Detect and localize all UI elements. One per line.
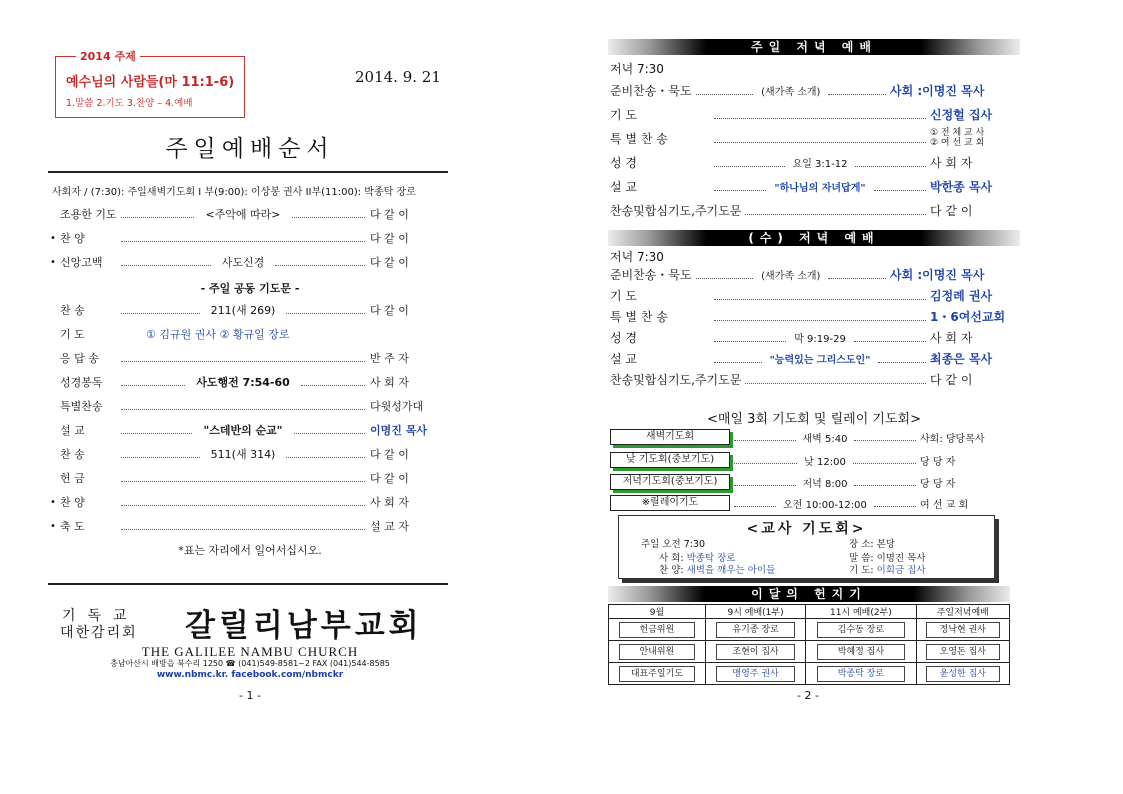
- order-person: 다 같 이: [370, 304, 409, 317]
- dotted-leader: [714, 166, 785, 167]
- order-row: [50, 350, 450, 366]
- service-row: [610, 200, 1020, 220]
- service-label: 특 별 찬 송: [610, 131, 668, 146]
- service-label: 성 경: [610, 330, 637, 345]
- teacher-prayer-box: [618, 515, 995, 579]
- church-website[interactable]: www.nbmc.kr. facebook.com/nbmckr: [156, 670, 344, 680]
- order-content: 511(새 314): [210, 448, 276, 461]
- prayer-person: 여 선 교 회: [920, 499, 969, 511]
- role-cell: 대표주일기도: [619, 666, 696, 682]
- service-person: 사 회 자: [930, 330, 973, 345]
- order-label: 찬 양: [60, 496, 85, 509]
- service-row: [610, 128, 1020, 148]
- service-label: 찬송및합심기도,주기도문: [610, 203, 742, 218]
- teacher-pray-label: 기 도:: [849, 565, 874, 576]
- order-label: 찬 송: [60, 448, 85, 461]
- duty-cell: 김수동 장로: [817, 622, 904, 638]
- dotted-leader: [292, 217, 365, 218]
- duty-cell: 오영돈 집사: [926, 644, 1000, 660]
- order-bullet: •: [50, 256, 56, 268]
- table-row: [609, 663, 1010, 685]
- prayer-person: 당 당 자: [920, 478, 956, 490]
- teacher-prayer-title: <교사 기도회>: [746, 521, 867, 537]
- prayer-name-box: ※릴레이기도: [610, 495, 730, 511]
- dotted-leader: [878, 362, 926, 363]
- dotted-leader: [714, 299, 926, 300]
- dotted-leader: [714, 341, 786, 342]
- service-row: [610, 306, 1020, 326]
- service-row: [610, 348, 1020, 368]
- dotted-leader: [121, 409, 365, 410]
- prayer-name-box: 새벽기도회: [610, 429, 730, 445]
- service-time-text: 저녁 7:30: [610, 249, 664, 264]
- order-person: 다 같 이: [370, 232, 409, 245]
- dotted-leader: [874, 190, 926, 191]
- duty-cell: 윤성한 집사: [926, 666, 1000, 682]
- dotted-leader: [121, 385, 185, 386]
- order-person: 반 주 자: [370, 352, 409, 365]
- dotted-leader: [714, 118, 926, 119]
- dotted-leader: [121, 505, 365, 506]
- service-label: 설 교: [610, 351, 637, 366]
- column-header: 9월: [609, 605, 706, 619]
- prayer-row: [610, 494, 1020, 512]
- service-label: 성 경: [610, 155, 637, 170]
- dotted-leader: [121, 217, 194, 218]
- column-header: 9시 예배(1부): [705, 605, 805, 619]
- page-number: - 2 -: [797, 689, 819, 702]
- order-label: 조용한 기도: [60, 208, 117, 221]
- duty-cell: 맹영주 권사: [716, 666, 795, 682]
- service-row: [610, 152, 1020, 172]
- dotted-leader: [745, 383, 926, 384]
- order-row: [50, 446, 450, 462]
- order-row: [50, 254, 450, 270]
- leaders-line: 사회자 / (7:30): 주일새벽기도회 I 부(9:00): 이상봉 권사 II부(11:00): 박종탁 장로: [52, 187, 416, 198]
- service-row: [610, 176, 1020, 196]
- service-row: [610, 80, 1020, 100]
- theme-title: 예수님의 사람들(마 11:1-6): [66, 75, 235, 90]
- service-content: (새가족 소개): [761, 86, 821, 98]
- table-row: [609, 619, 1010, 641]
- order-bullet: •: [50, 520, 56, 532]
- order-row: [50, 494, 450, 510]
- service-label: 준비찬송・묵도: [610, 83, 692, 98]
- dotted-leader: [301, 385, 365, 386]
- prayer-time: 오전 10:00-12:00: [783, 499, 867, 511]
- page-number: - 1 -: [239, 689, 261, 702]
- section-header-text: 이달의 헌지기: [751, 587, 867, 601]
- order-label: 찬 양: [60, 232, 85, 245]
- dotted-leader: [734, 440, 796, 441]
- role-cell: 안내위원: [619, 644, 696, 660]
- dotted-leader: [275, 265, 365, 266]
- dotted-leader: [121, 481, 365, 482]
- dotted-leader: [828, 94, 886, 95]
- theme-box: [55, 50, 245, 118]
- denomination-line2: 대한감리회: [60, 625, 138, 641]
- teacher-host-name: 박종탁 장로: [686, 553, 736, 564]
- service-content: (새가족 소개): [761, 270, 821, 282]
- dotted-leader: [121, 433, 192, 434]
- order-person: 이명진 목사: [370, 424, 427, 437]
- dotted-leader: [121, 265, 211, 266]
- order-person: 설 교 자: [370, 520, 409, 533]
- order-row: [50, 230, 450, 246]
- order-label: 성경봉독: [60, 376, 103, 389]
- order-label: 설 교: [60, 424, 85, 437]
- table-header-row: [609, 605, 1010, 619]
- teacher-praise-name: 새벽을 깨우는 아이들: [686, 565, 776, 576]
- prayer-row: [610, 428, 1020, 446]
- service-row: [610, 369, 1020, 389]
- prayer-person: 당 당 자: [920, 456, 956, 468]
- prayer-meetings-title: <매일 3회 기도회 및 릴레이 기도회>: [707, 412, 921, 427]
- dotted-leader: [874, 506, 916, 507]
- dotted-leader: [714, 362, 762, 363]
- dotted-leader: [696, 278, 754, 279]
- service-person: 사회 :이명진 목사: [890, 83, 985, 98]
- order-label: 신앙고백: [60, 256, 103, 269]
- teacher-where: 장 소: 본당: [849, 539, 895, 550]
- service-label: 준비찬송・묵도: [610, 267, 692, 282]
- order-content: 사도행전 7:54-60: [196, 376, 290, 389]
- order-label: 헌 금: [60, 472, 85, 485]
- service-person: 신정헐 집사: [930, 107, 993, 122]
- order-label: 응 답 송: [60, 352, 99, 365]
- prayer-time: 저녁 8:00: [802, 478, 848, 490]
- dotted-leader: [121, 241, 365, 242]
- dotted-leader: [714, 190, 766, 191]
- church-english-name: THE GALILEE NAMBU CHURCH: [141, 644, 359, 659]
- role-cell: 헌금위원: [619, 622, 696, 638]
- duty-header: [608, 586, 1010, 602]
- prayer-row: [610, 473, 1020, 491]
- dotted-leader: [853, 463, 916, 464]
- prayer-section-title: - 주일 공동 기도문 -: [200, 282, 300, 295]
- prayer-name-box: 낮 기도회(중보기도): [610, 452, 730, 468]
- order-person: 다 같 이: [370, 472, 409, 485]
- dotted-leader: [286, 457, 365, 458]
- service-person: 다 같 이: [930, 203, 973, 218]
- dotted-leader: [121, 313, 200, 314]
- dotted-leader: [121, 457, 200, 458]
- theme-subtitle: 1.말씀 2.기도 3.찬양 – 4.예배: [66, 98, 193, 109]
- prayer-person: 사회: 당당목사: [920, 433, 985, 445]
- service-content: "능력있는 그리스도인": [769, 354, 871, 366]
- dotted-leader: [854, 341, 926, 342]
- teacher-word: 말 씀: 이명진 목사: [849, 553, 926, 564]
- sunday-evening-header: [608, 39, 1020, 55]
- order-person: 사 회 자: [370, 496, 409, 509]
- order-row: [50, 302, 450, 318]
- order-row: [50, 518, 450, 534]
- service-content: 막 9:19-29: [794, 333, 846, 345]
- service-person: 사 회 자: [930, 155, 973, 170]
- duty-cell: 박혜정 집사: [817, 644, 904, 660]
- dotted-leader: [286, 313, 365, 314]
- page-title: 주일예배순서: [165, 136, 335, 162]
- order-content: 사도신경: [221, 256, 265, 269]
- duty-cell: 조현이 집사: [716, 644, 795, 660]
- dotted-leader: [828, 278, 886, 279]
- order-label: 기 도: [60, 328, 85, 341]
- order-person: 다윗성가대: [370, 400, 424, 413]
- order-person: 다 같 이: [370, 448, 409, 461]
- order-content: "스데반의 순교": [203, 424, 283, 437]
- divider: [48, 583, 448, 585]
- order-person: 사 회 자: [370, 376, 409, 389]
- section-header-text: (수) 저녁 예배: [748, 231, 880, 245]
- dotted-leader: [294, 433, 365, 434]
- order-content: 211(새 269): [210, 304, 276, 317]
- service-row: [610, 104, 1020, 124]
- order-label: 축 도: [60, 520, 85, 533]
- table-row: [609, 641, 1010, 663]
- service-label: 특 별 찬 송: [610, 309, 668, 324]
- teacher-pray-name: 이희금 집사: [876, 565, 926, 576]
- order-row: [50, 374, 450, 390]
- duty-cell: 정낙현 권사: [926, 622, 1000, 638]
- duty-cell: 박종탁 장로: [817, 666, 904, 682]
- order-row: [50, 326, 450, 342]
- dotted-leader: [714, 320, 926, 321]
- service-time: [610, 246, 1020, 266]
- dotted-leader: [854, 440, 916, 441]
- column-header: 11시 예배(2부): [806, 605, 916, 619]
- prayer-time: 새벽 5:40: [802, 433, 848, 445]
- service-content: 요일 3:1-12: [792, 158, 848, 170]
- order-content: <주악에 따라>: [205, 208, 281, 221]
- service-label: 기 도: [610, 288, 637, 303]
- dotted-leader: [745, 214, 926, 215]
- service-person: ① 전 체 교 사 ② 여 선 교 회: [930, 128, 985, 148]
- order-row: [50, 206, 450, 222]
- order-content: ① 김규원 권사 ② 황규일 장로: [146, 328, 290, 341]
- order-bullet: •: [50, 232, 56, 244]
- service-row: [610, 264, 1020, 284]
- service-person: 최종은 목사: [930, 351, 993, 366]
- order-row: [50, 470, 450, 486]
- order-person: 다 같 이: [370, 208, 409, 221]
- standing-note: *표는 자리에서 일어서십시오.: [178, 544, 322, 557]
- church-address: 충남아산시 배방읍 북수리 1250 ☎ (041)549-8581~2 FAX (041)544-8585: [110, 659, 390, 668]
- left-page: [0, 0, 560, 794]
- prayer-time: 낮 12:00: [804, 456, 846, 468]
- service-person: 사회 :이명진 목사: [890, 267, 985, 282]
- dotted-leader: [121, 529, 365, 530]
- service-person: 김정례 권사: [930, 288, 993, 303]
- service-label: 설 교: [610, 179, 637, 194]
- dotted-leader: [854, 485, 916, 486]
- order-row: [50, 422, 450, 438]
- dotted-leader: [855, 166, 926, 167]
- service-person: 1・6여선교회: [930, 309, 1006, 324]
- order-person: 다 같 이: [370, 256, 409, 269]
- duty-cell: 유기종 장로: [716, 622, 795, 638]
- denomination-line1: 기독교: [62, 608, 139, 624]
- order-label: 찬 송: [60, 304, 85, 317]
- prayer-name-box: 저녁기도회(중보기도): [610, 474, 730, 490]
- service-label: 기 도: [610, 107, 637, 122]
- service-time-text: 저녁 7:30: [610, 61, 664, 76]
- order-label: 특별찬송: [60, 400, 103, 413]
- divider: [48, 171, 448, 173]
- service-row: [610, 285, 1020, 305]
- service-content: "하나님의 자녀답게": [774, 182, 866, 194]
- dotted-leader: [734, 463, 797, 464]
- order-row: [50, 398, 450, 414]
- service-row: [610, 327, 1020, 347]
- service-person: 다 같 이: [930, 372, 973, 387]
- section-header-text: 주일 저녁 예배: [751, 40, 877, 54]
- dotted-leader: [121, 361, 365, 362]
- right-page: [560, 0, 1123, 794]
- teacher-when: 주일 오전 7:30: [641, 539, 706, 550]
- teacher-praise: [659, 562, 775, 576]
- teacher-host-label: 사 회:: [659, 553, 684, 564]
- order-bullet: •: [50, 496, 56, 508]
- bulletin-date: 2014. 9. 21: [355, 68, 441, 86]
- church-name: 갈릴리남부교회: [185, 608, 423, 644]
- dotted-leader: [734, 485, 796, 486]
- dotted-leader: [714, 142, 926, 143]
- dotted-leader: [734, 506, 776, 507]
- service-person: 박한종 목사: [930, 179, 993, 194]
- dotted-leader: [696, 94, 754, 95]
- wednesday-evening-header: [608, 230, 1020, 246]
- prayer-row: [610, 451, 1020, 469]
- teacher-pray: [849, 562, 926, 576]
- teacher-praise-label: 찬 양:: [659, 565, 684, 576]
- service-label: 찬송및합심기도,주기도문: [610, 372, 742, 387]
- theme-tag: 2014 주제: [76, 48, 140, 64]
- column-header: 주일저녁예배: [916, 605, 1009, 619]
- duty-table: [608, 604, 1010, 685]
- service-time: [610, 58, 1020, 78]
